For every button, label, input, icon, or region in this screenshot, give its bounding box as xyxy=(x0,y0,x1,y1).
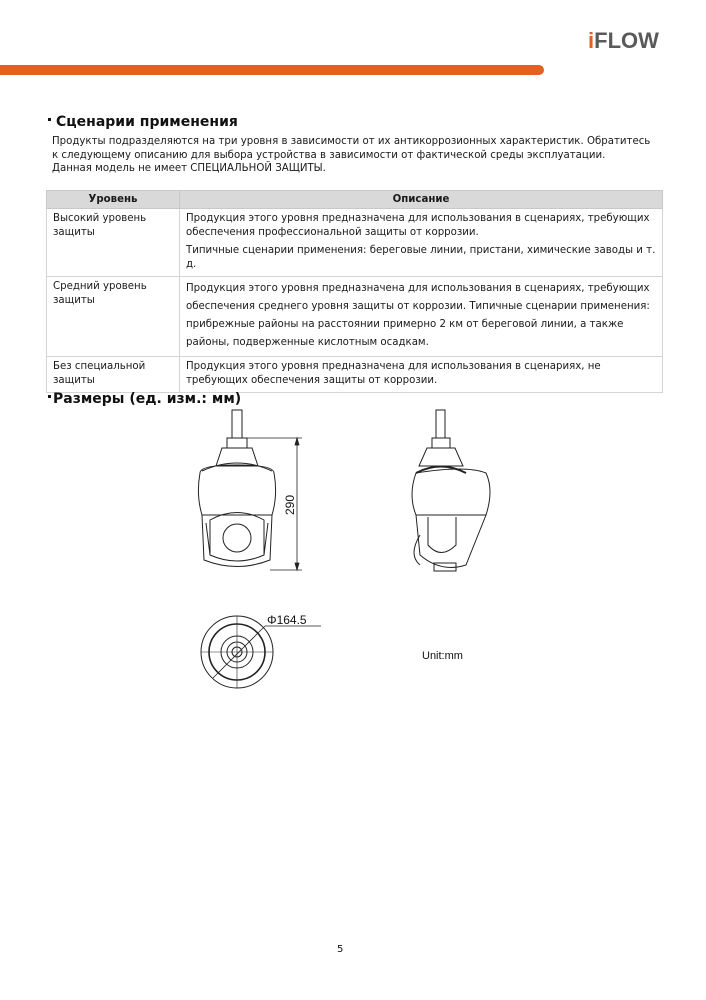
camera-bottom-view-drawing xyxy=(195,610,335,690)
intro-paragraph: Продукты подразделяются на три уровня в зависимости от их антикоррозионных характеристик. Обратитесь к следующему описанию для выбора устройства в зависимости от фактической среды эксплуатации. Данная модель не имеет СПЕЦИАЛЬНОЙ ЗАЩИТЫ. xyxy=(52,136,651,174)
level-cell: Высокий уровень защиты xyxy=(47,209,180,277)
bullet-icon xyxy=(48,118,51,121)
table-row xyxy=(47,277,663,357)
description-cell: Продукция этого уровня предназначена для использования в сценариях, требующих обеспечения профессиональной защиты от коррозии. Типичные сценарии применения: береговые линии, пристани, химические заводы и т. д. xyxy=(180,209,663,277)
header-accent-bar xyxy=(0,65,544,75)
description-cell: Продукция этого уровня предназначена для использования в сценариях, не требующих обеспечения защиты от коррозии. xyxy=(180,357,663,393)
section-title-scenarios: Сценарии применения xyxy=(48,114,238,130)
iflow-logo: iFLOW xyxy=(588,28,659,53)
table-row xyxy=(47,209,663,277)
column-header-description: Описание xyxy=(180,191,663,209)
table-header-row xyxy=(47,191,663,209)
section-title-dimensions: Размеры (ед. изм.: мм) xyxy=(48,391,241,407)
diameter-dimension-label: Φ164.5 xyxy=(267,613,307,627)
level-cell: Средний уровень защиты xyxy=(47,277,180,357)
column-header-level: Уровень xyxy=(47,191,180,209)
level-cell: Без специальной защиты xyxy=(47,357,180,393)
description-cell: Продукция этого уровня предназначена для использования в сценариях, требующих обеспечения среднего уровня защиты от коррозии. Типичные сценарии применения: прибрежные районы на расстоянии примерно 2 км от береговой линии, а также районы, подверженные кислотным осадкам. xyxy=(180,277,663,357)
height-dimension-label: 290 xyxy=(283,494,297,515)
camera-front-view-drawing xyxy=(180,405,330,585)
page-number: 5 xyxy=(337,944,344,955)
table-row xyxy=(47,357,663,393)
protection-level-table xyxy=(46,190,663,393)
bullet-icon xyxy=(48,395,51,398)
camera-side-view-drawing xyxy=(400,405,510,585)
unit-label: Unit:mm xyxy=(422,650,463,662)
